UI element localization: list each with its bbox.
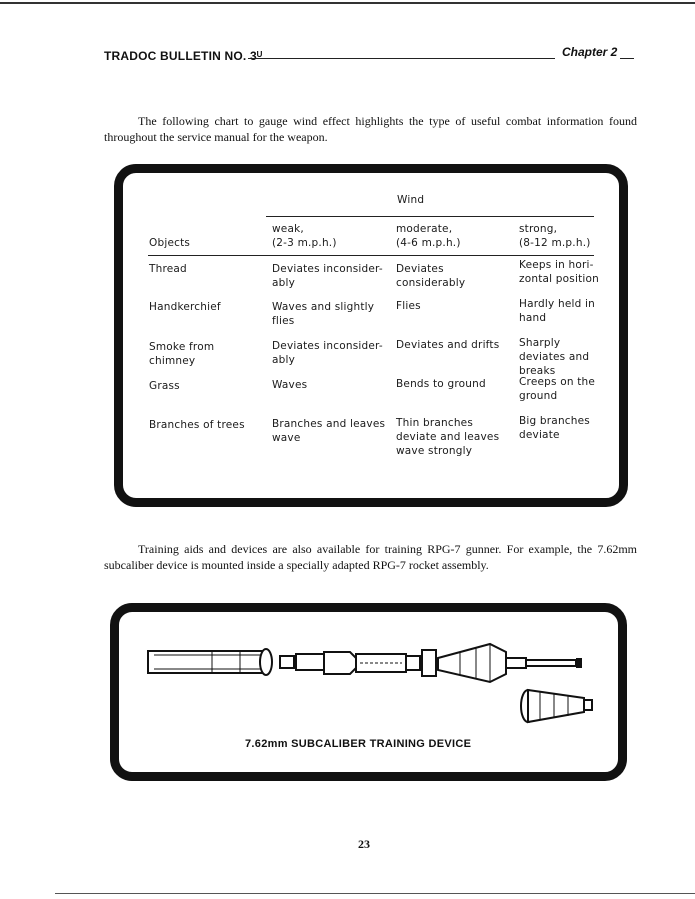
page-number: 23 bbox=[358, 837, 370, 851]
objects-column-header: Objects bbox=[149, 237, 191, 249]
row-grass-weak: Waves bbox=[272, 379, 308, 391]
weak-header-line2: (2-3 m.p.h.) bbox=[272, 237, 337, 249]
table-header-rule bbox=[148, 255, 594, 256]
row-branches-weak: Branches and leaves wave bbox=[272, 418, 386, 444]
bulletin-header: TRADOC BULLETIN NO. 3ᵁ bbox=[104, 49, 263, 63]
row-branches-moderate: Thin branches deviate and leaves wave strongly bbox=[396, 417, 500, 457]
row-thread-weak: Deviates inconsider- ably bbox=[272, 263, 383, 289]
row-thread-strong: Keeps in hori- zontal position bbox=[519, 259, 599, 285]
strong-header-line2: (8-12 m.p.h.) bbox=[519, 237, 591, 249]
row-smoke-strong: Sharply deviates and breaks bbox=[519, 337, 590, 377]
subcaliber-device-illustration bbox=[140, 628, 600, 728]
top-border-line bbox=[0, 2, 695, 4]
figure-caption: 7.62mm SUBCALIBER TRAINING DEVICE bbox=[245, 738, 472, 750]
moderate-header-line2: (4-6 m.p.h.) bbox=[396, 237, 461, 249]
row-object-handkerchief: Handkerchief bbox=[149, 301, 221, 313]
header-rule-right bbox=[620, 58, 634, 59]
row-grass-moderate: Bends to ground bbox=[396, 378, 486, 390]
row-object-grass: Grass bbox=[149, 380, 180, 392]
row-thread-moderate: Deviates considerably bbox=[396, 263, 466, 289]
intro-paragraph-text: The following chart to gauge wind effect highlights the type of useful combat information found throughout the service manual for the weapon. bbox=[104, 114, 637, 144]
row-object-branches: Branches of trees bbox=[149, 419, 245, 431]
row-grass-strong: Creeps on the ground bbox=[519, 376, 596, 402]
wind-group-header: Wind bbox=[397, 194, 425, 206]
weak-column-header bbox=[272, 222, 392, 250]
row-object-smoke: Smoke from chimney bbox=[149, 341, 215, 367]
weak-header-line1: weak, bbox=[272, 223, 304, 235]
row-smoke-moderate: Deviates and drifts bbox=[396, 339, 500, 351]
header-rule bbox=[248, 58, 555, 59]
row-handkerchief-strong: Hardly held in hand bbox=[519, 298, 596, 324]
row-object-thread: Thread bbox=[149, 263, 187, 275]
row-smoke-weak: Deviates inconsider- ably bbox=[272, 340, 383, 366]
moderate-header-line1: moderate, bbox=[396, 223, 453, 235]
training-paragraph-text: Training aids and devices are also available for training RPG-7 gunner. For example, the 7.62mm subcaliber device is mounted inside a specially adapted RPG-7 rocket assembly. bbox=[104, 542, 637, 572]
wind-header-rule bbox=[266, 216, 594, 217]
row-handkerchief-moderate: Flies bbox=[396, 300, 421, 312]
intro-paragraph bbox=[104, 113, 637, 145]
chapter-header: Chapter 2 bbox=[562, 45, 618, 59]
row-handkerchief-weak: Waves and slightly flies bbox=[272, 301, 375, 327]
training-paragraph bbox=[104, 541, 637, 573]
moderate-column-header bbox=[396, 222, 516, 250]
strong-column-header bbox=[519, 222, 605, 250]
row-branches-strong: Big branches deviate bbox=[519, 415, 590, 441]
bottom-border-line bbox=[55, 893, 695, 894]
strong-header-line1: strong, bbox=[519, 223, 558, 235]
